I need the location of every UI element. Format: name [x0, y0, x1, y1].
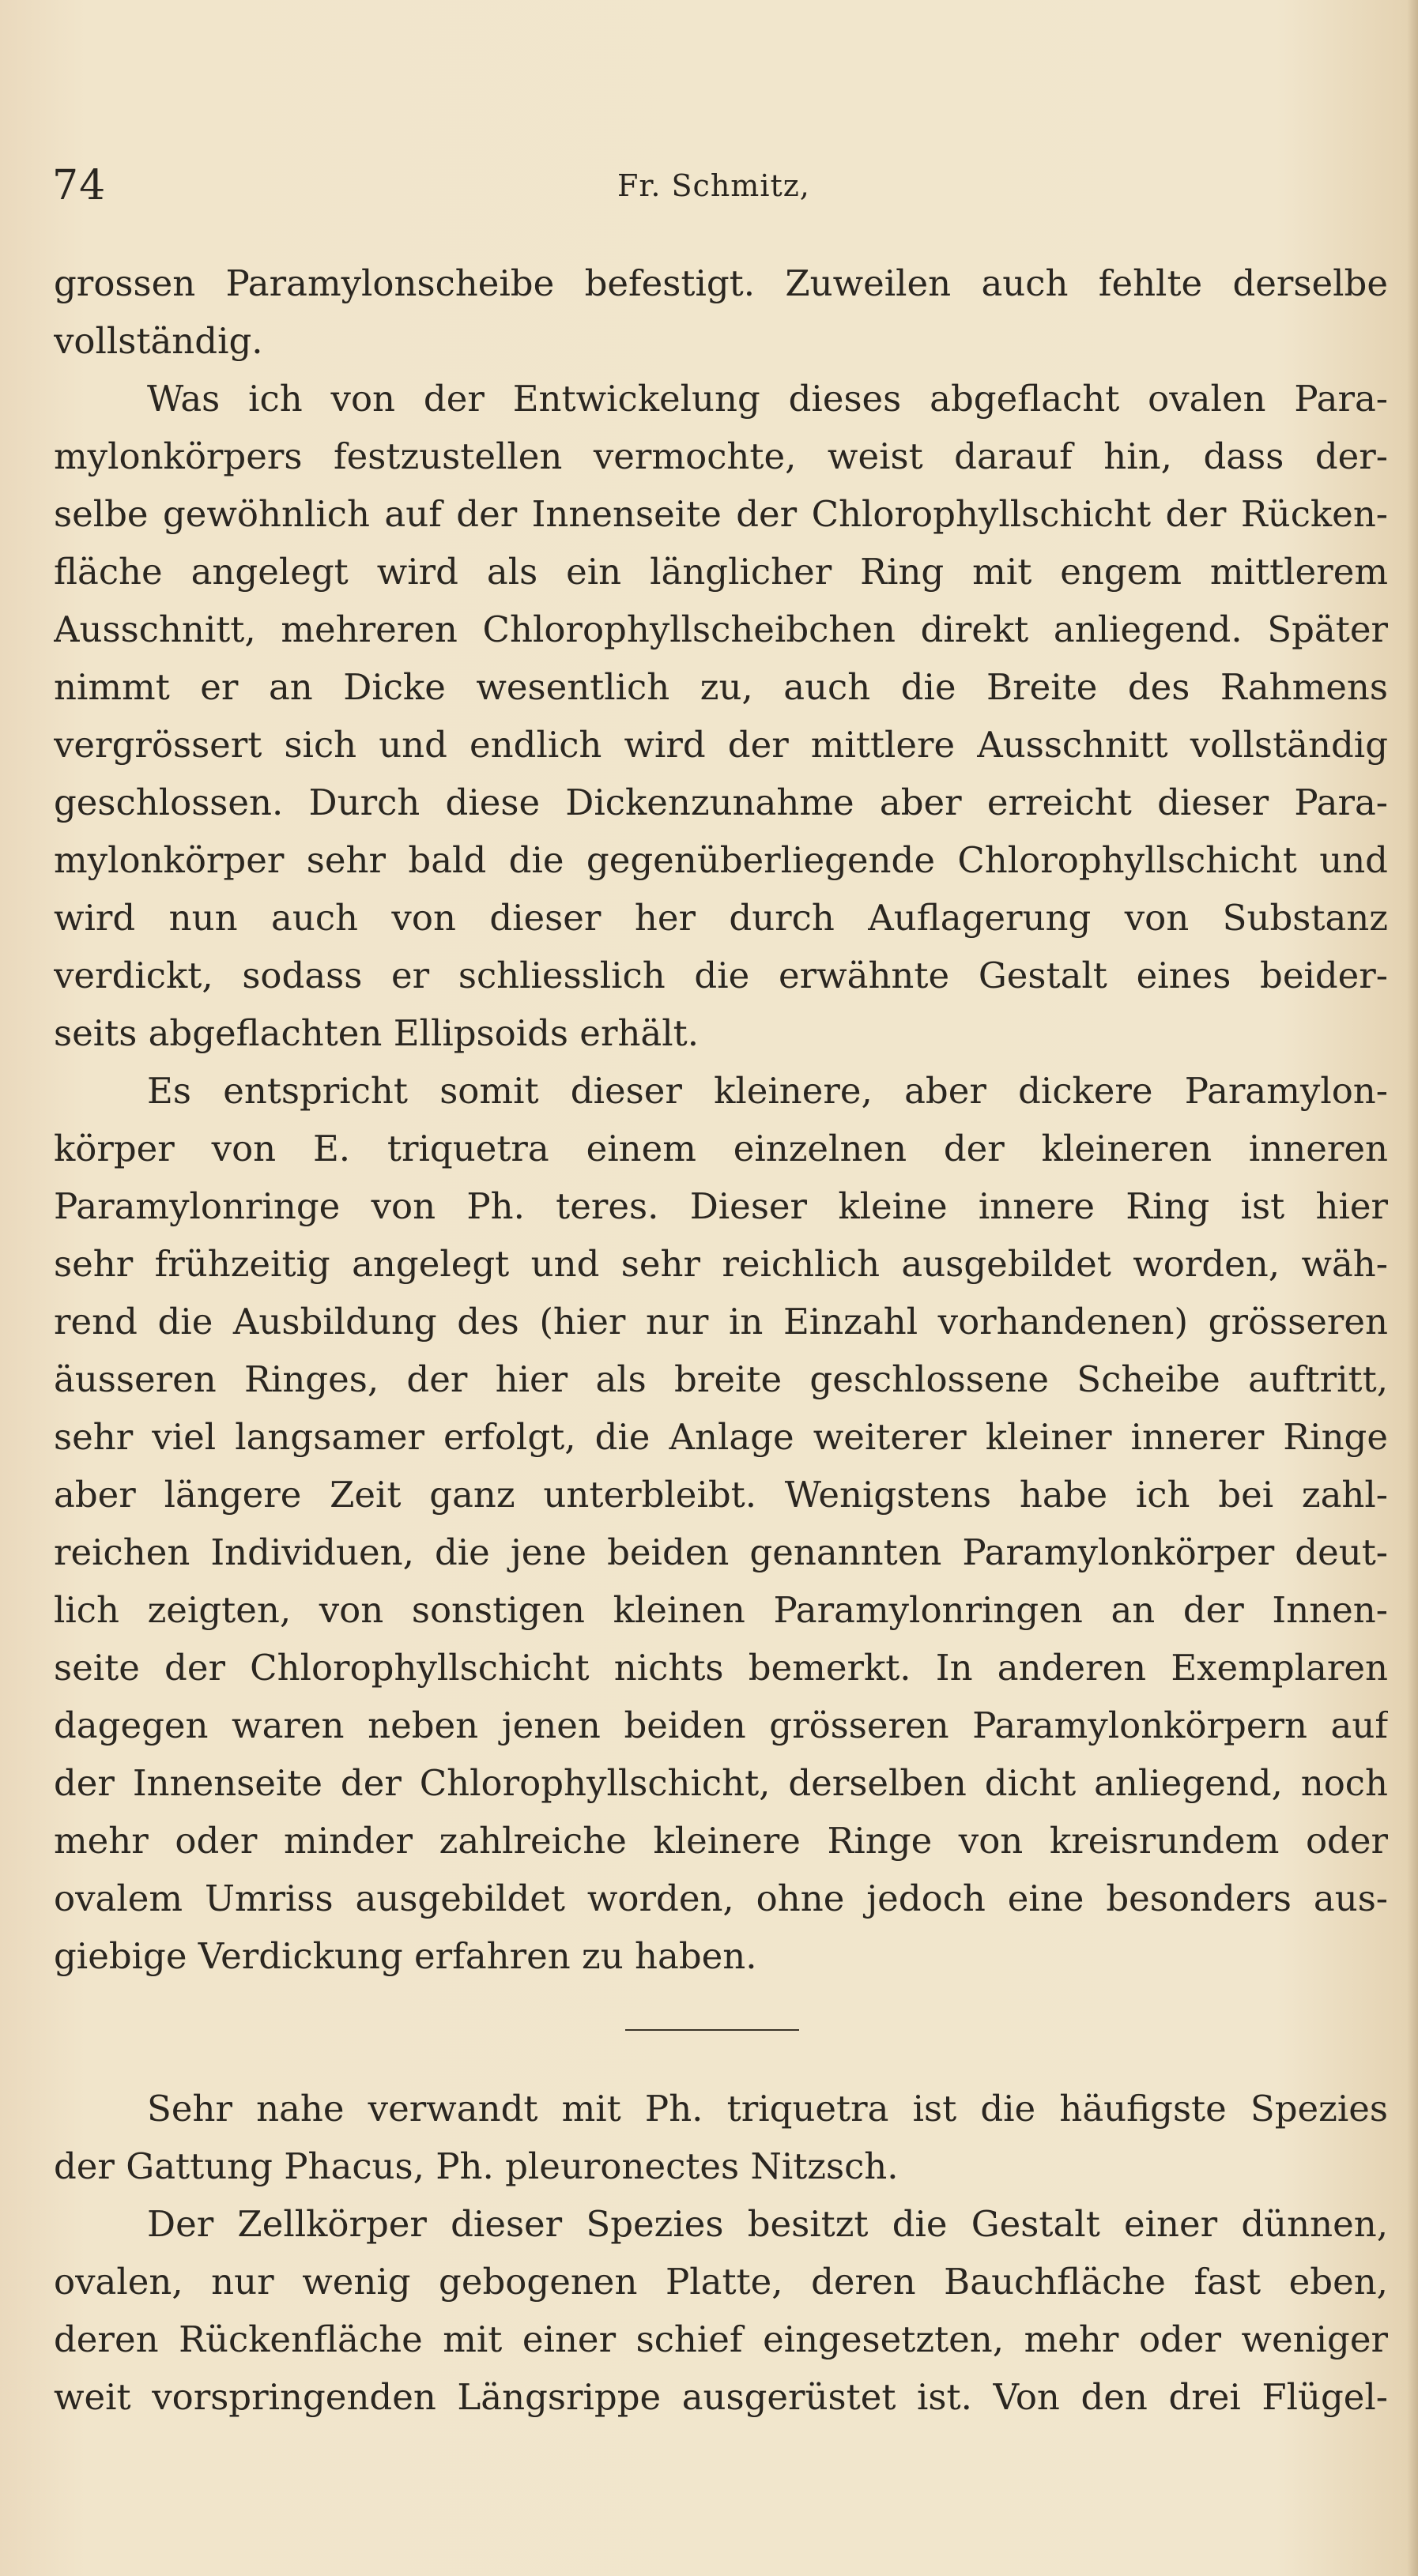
- text-line: Der Zellkörper dieser Spezies besitzt die Gestalt einer dünnen,: [147, 2203, 1388, 2245]
- text-line: Ausschnitt, mehreren Chlorophyllscheibchen direkt anliegend. Später: [54, 608, 1388, 650]
- text-line: geschlossen. Durch diese Dickenzunahme aber erreicht dieser Para-: [54, 781, 1388, 823]
- text-line: wird nun auch von dieser her durch Auflagerung von Substanz: [54, 897, 1388, 939]
- text-line: der Gattung Phacus, Ph. pleuronectes Nitzsch.: [54, 2145, 899, 2187]
- text-line: dagegen waren neben jenen beiden grösseren Paramylonkörpern auf: [54, 1704, 1388, 1746]
- text-line: körper von E. triquetra einem einzelnen der kleineren inneren: [54, 1128, 1388, 1169]
- text-line: lich zeigten, von sonstigen kleinen Paramylonringen an der Innen-: [54, 1589, 1388, 1631]
- text-line: reichen Individuen, die jene beiden genannten Paramylonkörper deut-: [54, 1531, 1388, 1573]
- text-line: seits abgeflachten Ellipsoids erhält.: [54, 1012, 700, 1054]
- text-line: Es entspricht somit dieser kleinere, aber dickere Paramylon-: [147, 1070, 1388, 1112]
- text-line: aber längere Zeit ganz unterbleibt. Wenigstens habe ich bei zahl-: [54, 1474, 1388, 1516]
- text-line: Was ich von der Entwickelung dieses abgeflacht ovalen Para-: [147, 378, 1388, 420]
- text-line: giebige Verdickung erfahren zu haben.: [54, 1935, 757, 1977]
- page-header: [52, 162, 1388, 217]
- text-line: äusseren Ringes, der hier als breite geschlossene Scheibe auftritt,: [54, 1358, 1388, 1400]
- section-separator: [54, 1985, 1388, 2080]
- text-line: deren Rückenfläche mit einer schief eingesetzten, mehr oder weniger: [54, 2318, 1388, 2360]
- text-line: selbe gewöhnlich auf der Innenseite der Chlorophyllschicht der Rücken-: [54, 493, 1388, 535]
- text-line: sehr frühzeitig angelegt und sehr reichlich ausgebildet worden, wäh-: [54, 1243, 1388, 1285]
- text-line: ovalen, nur wenig gebogenen Platte, deren Bauchfläche fast eben,: [54, 2261, 1388, 2303]
- text-line: der Innenseite der Chlorophyllschicht, derselben dicht anliegend, noch: [54, 1762, 1388, 1804]
- text-line: sehr viel langsamer erfolgt, die Anlage weiterer kleiner innerer Ringe: [54, 1416, 1388, 1458]
- text-line: rend die Ausbildung des (hier nur in Einzahl vorhandenen) grösseren: [54, 1301, 1388, 1343]
- text-line: Sehr nahe verwandt mit Ph. triquetra ist die häufigste Spezies: [147, 2088, 1388, 2130]
- text-line: seite der Chlorophyllschicht nichts bemerkt. In anderen Exemplaren: [54, 1647, 1388, 1689]
- text-line: mylonkörpers festzustellen vermochte, weist darauf hin, dass der-: [54, 435, 1388, 477]
- text-line: vergrössert sich und endlich wird der mittlere Ausschnitt vollständig: [54, 724, 1388, 766]
- text-line: verdickt, sodass er schliesslich die erwähnte Gestalt eines beider-: [54, 955, 1388, 996]
- text-line: fläche angelegt wird als ein länglicher Ring mit engem mittlerem: [54, 551, 1388, 593]
- text-line: vollständig.: [54, 320, 263, 362]
- text-line: mehr oder minder zahlreiche kleinere Ringe von kreisrundem oder: [54, 1820, 1388, 1862]
- page-edge-shadow: [1407, 0, 1418, 2576]
- text-line: nimmt er an Dicke wesentlich zu, auch die Breite des Rahmens: [54, 666, 1388, 708]
- running-head: Fr. Schmitz,: [617, 168, 810, 203]
- separator-rule: [625, 2029, 799, 2031]
- page-number: 74: [52, 162, 107, 209]
- text-line: Paramylonringe von Ph. teres. Dieser kleine innere Ring ist hier: [54, 1185, 1388, 1227]
- body-text: [54, 254, 1388, 2426]
- text-line: grossen Paramylonscheibe befestigt. Zuweilen auch fehlte derselbe: [54, 262, 1388, 304]
- text-line: weit vorspringenden Längsrippe ausgerüstet ist. Von den drei Flügel-: [54, 2376, 1388, 2418]
- text-line: ovalem Umriss ausgebildet worden, ohne jedoch eine besonders aus-: [54, 1877, 1388, 1919]
- text-line: mylonkörper sehr bald die gegenüberliegende Chlorophyllschicht und: [54, 839, 1388, 881]
